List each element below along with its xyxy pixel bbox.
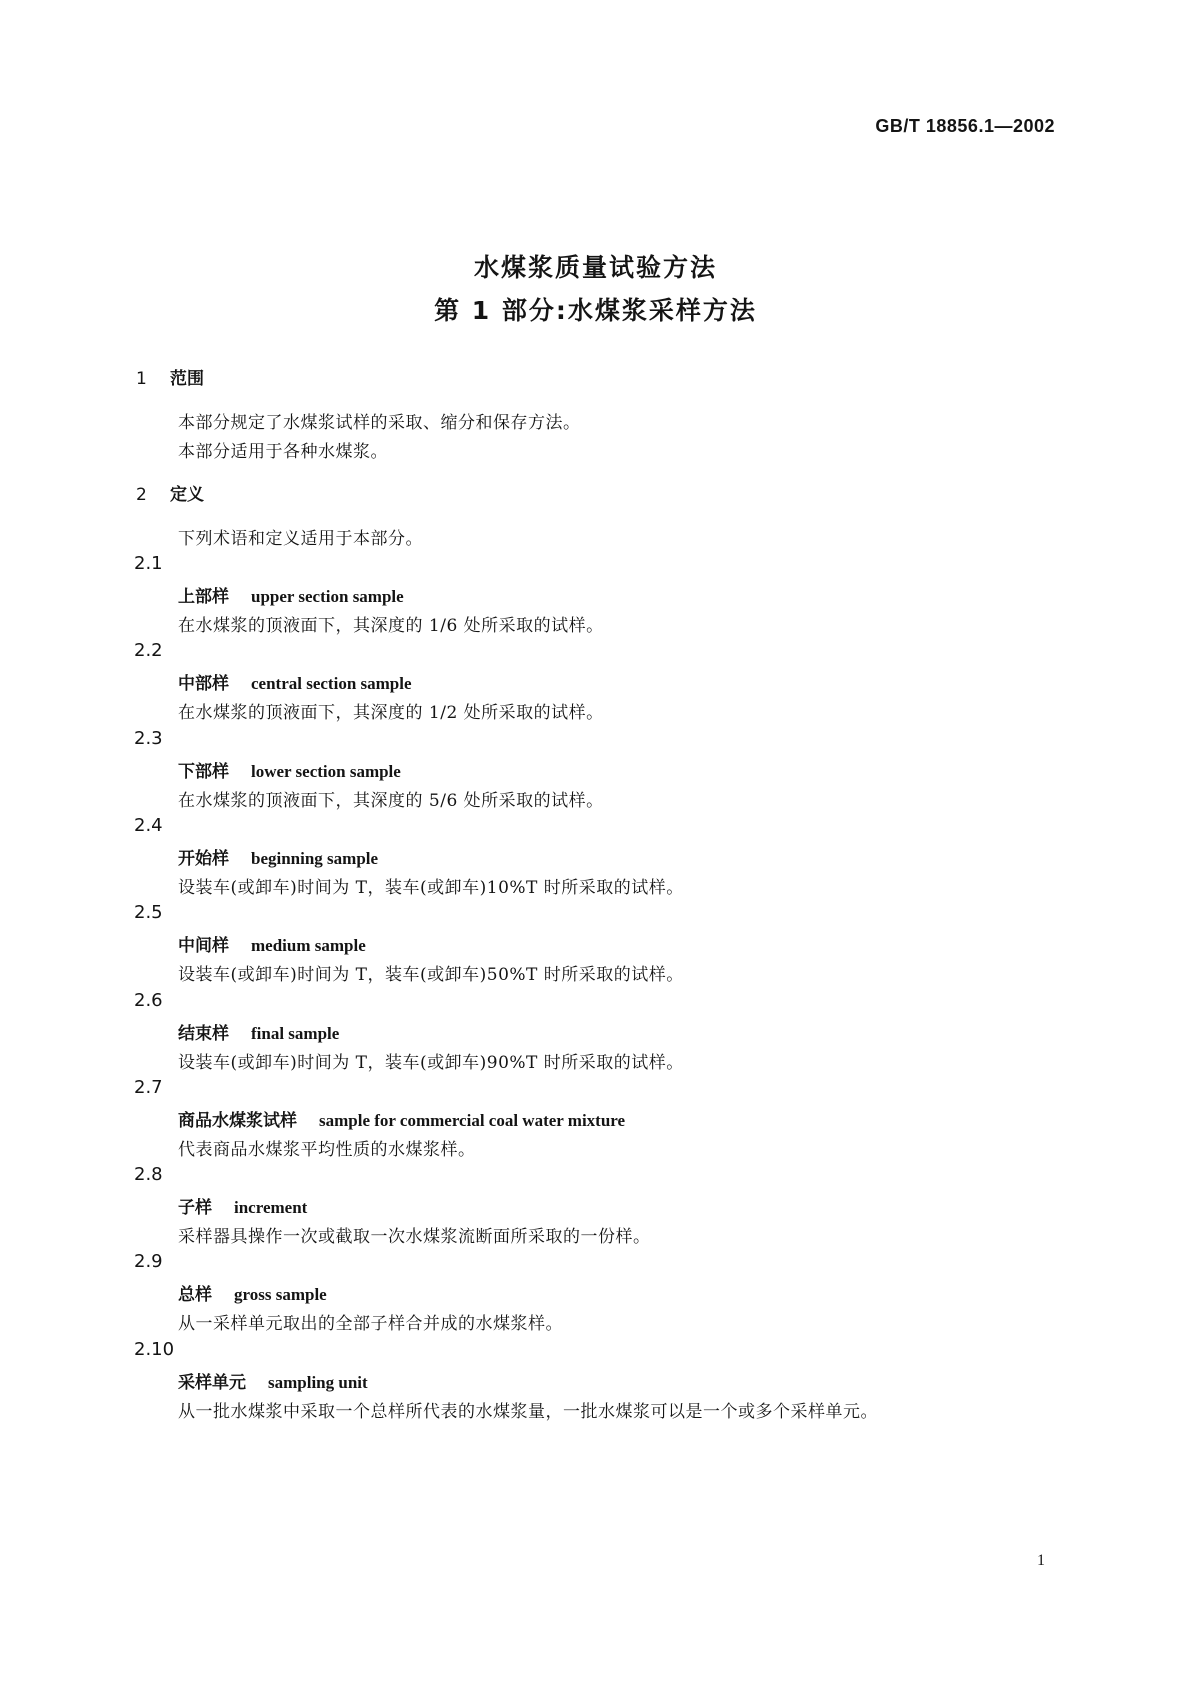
section-1-heading	[136, 364, 204, 389]
section-title: 范围	[170, 369, 204, 389]
term-definition: 在水煤浆的顶液面下，其深度的 1/2 处所采取的试样。	[178, 703, 604, 724]
term-definition: 代表商品水煤浆平均性质的水煤浆样。	[178, 1139, 476, 1160]
term-definition: 从一批水煤浆中采取一个总样所代表的水煤浆量，一批水煤浆可以是一个或多个采样单元。	[178, 1401, 878, 1422]
term-chinese: 采样单元	[178, 1372, 246, 1393]
document-title-line2: 第 1 部分:水煤浆采样方法	[434, 296, 757, 325]
term-english: gross sample	[234, 1285, 327, 1305]
term-definition: 在水煤浆的顶液面下，其深度的 1/6 处所采取的试样。	[178, 616, 604, 636]
term-definition: 在水煤浆的顶液面下，其深度的 5/6 处所采取的试样。	[178, 790, 604, 811]
term-heading	[178, 844, 378, 869]
term-heading	[178, 1280, 327, 1305]
term-english: medium sample	[251, 936, 366, 956]
clause-number: 2.5	[134, 902, 163, 924]
section-2-intro: 下列术语和定义适用于本部分。	[178, 529, 423, 549]
term-english: upper section sample	[251, 587, 404, 606]
term-definition: 从一采样单元取出的全部子样合并成的水煤浆样。	[178, 1314, 563, 1335]
section-number: 1	[136, 369, 147, 389]
term-heading	[178, 1106, 625, 1131]
term-english: final sample	[251, 1023, 340, 1043]
term-heading	[178, 669, 412, 694]
term-english: central section sample	[251, 674, 412, 694]
term-chinese: 子样	[178, 1198, 212, 1219]
term-definition: 设装车(或卸车)时间为 T，装车(或卸车)50%T 时所采取的试样。	[178, 965, 684, 986]
term-heading	[178, 757, 401, 782]
section-title: 定义	[170, 485, 204, 505]
section-1-paragraph: 本部分适用于各种水煤浆。	[178, 442, 388, 462]
clause-number: 2.9	[134, 1251, 163, 1273]
term-heading	[178, 1193, 307, 1218]
clause-number: 2.3	[134, 727, 163, 749]
clause-number: 2.1	[134, 553, 163, 574]
term-english: sampling unit	[268, 1372, 368, 1392]
term-definition: 采样器具操作一次或截取一次水煤浆流断面所采取的一份样。	[178, 1227, 651, 1248]
term-english: increment	[234, 1198, 308, 1218]
page-number: 1	[1037, 1552, 1045, 1569]
term-definition: 设装车(或卸车)时间为 T，装车(或卸车)10%T 时所采取的试样。	[178, 877, 684, 898]
term-english: lower section sample	[251, 761, 401, 781]
clause-number: 2.2	[134, 640, 163, 662]
clause-number: 2.10	[134, 1338, 175, 1360]
term-chinese: 总样	[178, 1285, 212, 1306]
term-english: sample for commercial coal water mixture	[319, 1110, 626, 1130]
term-chinese: 商品水煤浆试样	[178, 1110, 297, 1131]
clause-number: 2.6	[134, 989, 163, 1011]
section-2-heading	[136, 480, 204, 505]
document-title-line1: 水煤浆质量试验方法	[473, 253, 717, 282]
section-number: 2	[136, 485, 147, 505]
section-1-paragraph: 本部分规定了水煤浆试样的采取、缩分和保存方法。	[178, 413, 581, 433]
clause-number: 2.7	[134, 1076, 163, 1098]
term-heading	[178, 582, 404, 607]
term-heading	[178, 1368, 368, 1393]
term-chinese: 上部样	[178, 587, 229, 607]
standard-code: GB/T 18856.1—2002	[875, 116, 1055, 136]
term-heading	[178, 931, 366, 956]
clause-number: 2.8	[134, 1164, 163, 1186]
term-chinese: 中间样	[178, 936, 229, 957]
term-chinese: 中部样	[178, 674, 229, 695]
term-heading	[178, 1019, 339, 1044]
term-chinese: 开始样	[178, 848, 229, 869]
term-chinese: 结束样	[178, 1023, 229, 1044]
clause-number: 2.4	[134, 814, 163, 836]
term-english: beginning sample	[251, 848, 379, 868]
term-definition: 设装车(或卸车)时间为 T，装车(或卸车)90%T 时所采取的试样。	[178, 1052, 684, 1073]
term-chinese: 下部样	[178, 761, 229, 782]
